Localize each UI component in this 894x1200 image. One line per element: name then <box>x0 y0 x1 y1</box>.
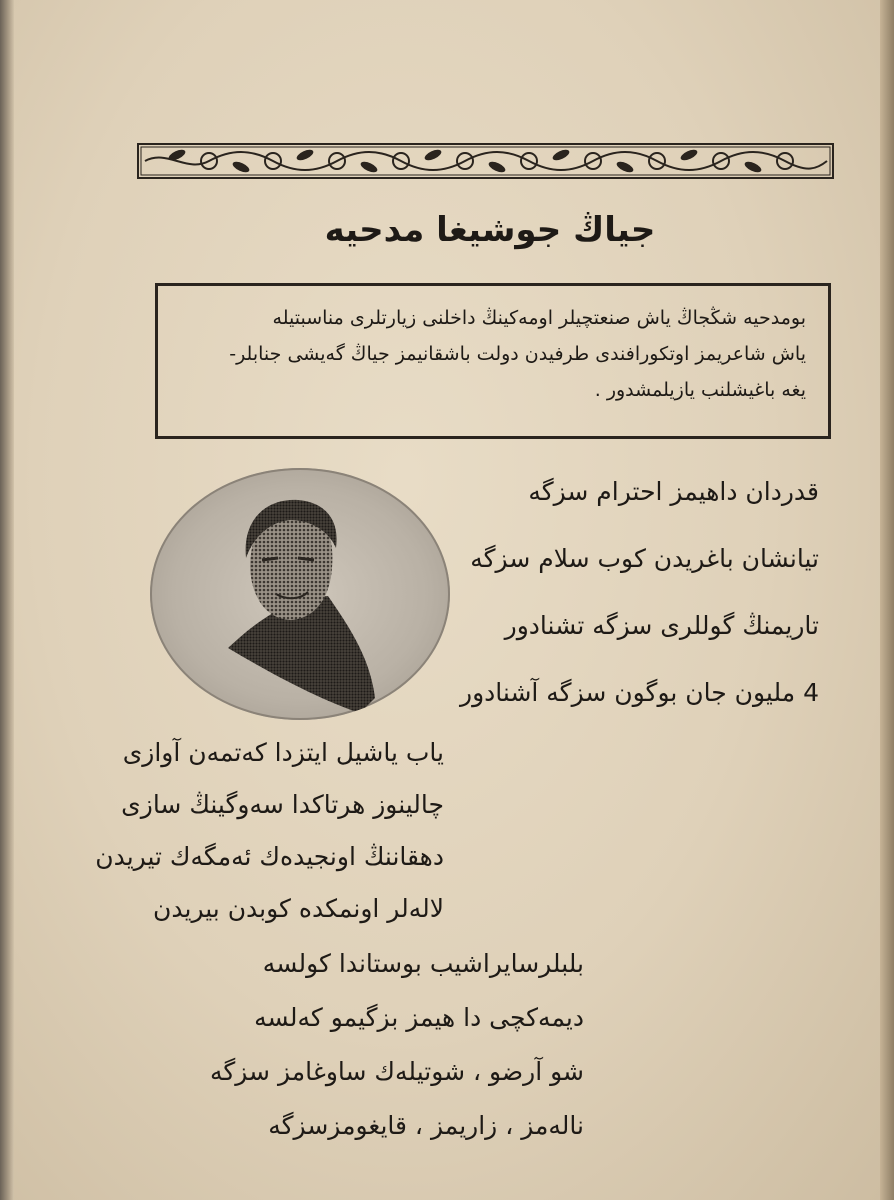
poem-title: جياڭ جوشيغا مدحيه <box>324 210 656 250</box>
verse-line: بلبلرسايراشيب بوستاندا كولسه <box>262 949 584 978</box>
verse-line: 4 مليون جان بوگون سزگه آشنادور <box>460 678 819 707</box>
verse-line: چالينوز هرتاكدا سەوگينڭ سازى <box>121 790 444 819</box>
page-edge-shadow <box>880 0 894 1200</box>
notice-line: يغه باغيشلنب يازيلمشدور . <box>594 379 806 401</box>
verse-line: شو آرضو ، شوتيلەك ساوغامز سزگه <box>209 1057 584 1086</box>
verse-line: ياب ياشيل ايتزدا كەتمەن آوازى <box>122 738 444 767</box>
book-spine-shadow <box>0 0 14 1200</box>
verse-line: تيانشان باغريدن كوب سلام سزگه <box>470 544 819 573</box>
verse-line: لالەلر اونمكده كوبدن بيريدن <box>153 894 444 923</box>
notice-line: بومدحيه شڭجاڭ ياش صنعتچيلر اومەكينڭ داخلنى زيارتلرى مناسبتيلە <box>272 307 806 329</box>
verse-line: نالەمز ، زاريمز ، قايغومزسزگه <box>268 1111 584 1140</box>
verse-line: قدردان داهيمز احترام سزگه <box>528 477 819 506</box>
verse-line: تاريمنڭ گوللرى سزگه تشنادور <box>504 611 819 640</box>
notice-line: ياش شاعريمز اوتكورافندى طرفيدن دولت باشقانيمز جياڭ گەيشى جنابلر- <box>229 343 806 365</box>
portrait-photo-icon <box>150 468 450 720</box>
floral-vine-border-icon <box>137 143 834 179</box>
verse-line: ديمەكچى دا هيمز بزگيمو كەلسه <box>254 1003 584 1032</box>
dedication-notice-box <box>155 283 831 439</box>
verse-line: دهقاننڭ اونجيدەك ئەمگەك تيريدن <box>95 842 444 871</box>
